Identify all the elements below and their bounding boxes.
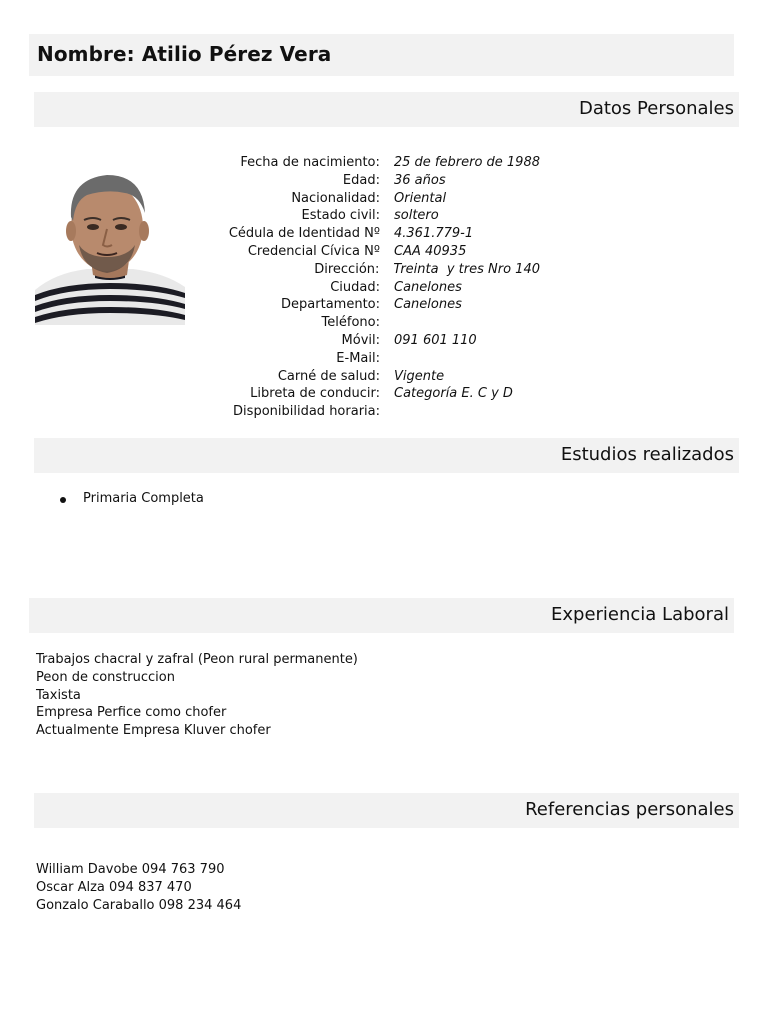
info-row-birthdate: [200, 154, 540, 172]
list-item: Taxista: [36, 687, 81, 703]
info-label: Cédula de Identidad Nº: [228, 226, 380, 242]
profile-photo: [35, 165, 185, 325]
info-label: Libreta de conducir:: [250, 386, 380, 402]
section-experience-header: [29, 598, 734, 633]
info-value: Treinta y tres Nro 140: [393, 261, 540, 277]
section-references-header: [34, 793, 739, 828]
info-label: Carné de salud:: [277, 368, 380, 384]
info-row-city: [200, 279, 540, 297]
info-label: Credencial Cívica Nº: [247, 243, 380, 259]
list-item: Peon de construccion: [36, 669, 175, 685]
info-value: Canelones: [394, 297, 462, 313]
references-list: [36, 861, 241, 914]
list-item-text: Primaria Completa: [83, 491, 204, 506]
bullet-icon: [60, 497, 66, 503]
info-value: [380, 350, 394, 368]
section-personal-header: [34, 92, 739, 127]
info-value: 36 años: [394, 172, 446, 188]
info-label: Ciudad:: [330, 279, 380, 295]
info-row-civic-credential: [200, 243, 540, 261]
info-row-mobile: [200, 332, 540, 350]
info-row-address: [200, 261, 540, 279]
info-value: [380, 314, 394, 332]
info-row-availability: [200, 403, 540, 421]
info-label: Dirección:: [314, 261, 380, 277]
info-row-marital-status: [200, 207, 540, 225]
info-row-nationality: [200, 190, 540, 208]
list-item: [60, 491, 204, 506]
info-value: 25 de febrero de 1988: [393, 155, 540, 170]
list-item: Gonzalo Caraballo 098 234 464: [36, 897, 242, 913]
section-title-experience: Experiencia Laboral: [551, 604, 729, 625]
list-item: William Davobe 094 763 790: [36, 862, 225, 877]
info-label: Nacionalidad:: [291, 190, 380, 206]
page-title: Nombre: Atilio Pérez Vera: [37, 42, 332, 66]
info-label: Disponibilidad horaria:: [233, 404, 380, 420]
name-header: [29, 34, 734, 76]
info-row-drivers-license: [200, 385, 540, 403]
info-row-department: [200, 296, 540, 314]
experience-list: [36, 651, 358, 740]
info-row-phone: [200, 314, 540, 332]
info-value: soltero: [394, 208, 439, 224]
list-item: Actualmente Empresa Kluver chofer: [36, 723, 271, 739]
info-value: 4.361.779-1: [394, 226, 474, 242]
section-studies-header: [34, 438, 739, 473]
section-title-personal: Datos Personales: [578, 98, 734, 119]
info-row-id-card: [200, 225, 540, 243]
studies-list: [60, 491, 204, 506]
list-item: Empresa Perfice como chofer: [36, 705, 227, 721]
info-value: Vigente: [394, 368, 445, 384]
info-value: Oriental: [394, 190, 447, 206]
info-label: Móvil:: [341, 332, 380, 348]
info-label: Departamento:: [281, 297, 380, 313]
list-item: Oscar Alza 094 837 470: [36, 879, 192, 895]
info-label: Edad:: [342, 172, 380, 188]
info-value: CAA 40935: [394, 243, 467, 259]
info-value: Canelones: [394, 279, 462, 295]
info-label: Fecha de nacimiento:: [240, 155, 380, 170]
info-value: [380, 403, 394, 421]
list-item: Trabajos chacral y zafral (Peon rural permanente): [36, 652, 358, 667]
info-value: 091 601 110: [394, 332, 477, 348]
personal-info-table: [200, 154, 540, 421]
info-row-age: [200, 172, 540, 190]
info-label: E-Mail:: [336, 350, 380, 366]
info-label: Teléfono:: [321, 315, 380, 331]
section-title-references: Referencias personales: [525, 799, 734, 820]
section-title-studies: Estudios realizados: [560, 444, 734, 465]
info-row-health-card: [200, 368, 540, 386]
info-value: Categoría E. C y D: [394, 386, 513, 402]
info-label: Estado civil:: [301, 208, 380, 224]
info-row-email: [200, 350, 540, 368]
